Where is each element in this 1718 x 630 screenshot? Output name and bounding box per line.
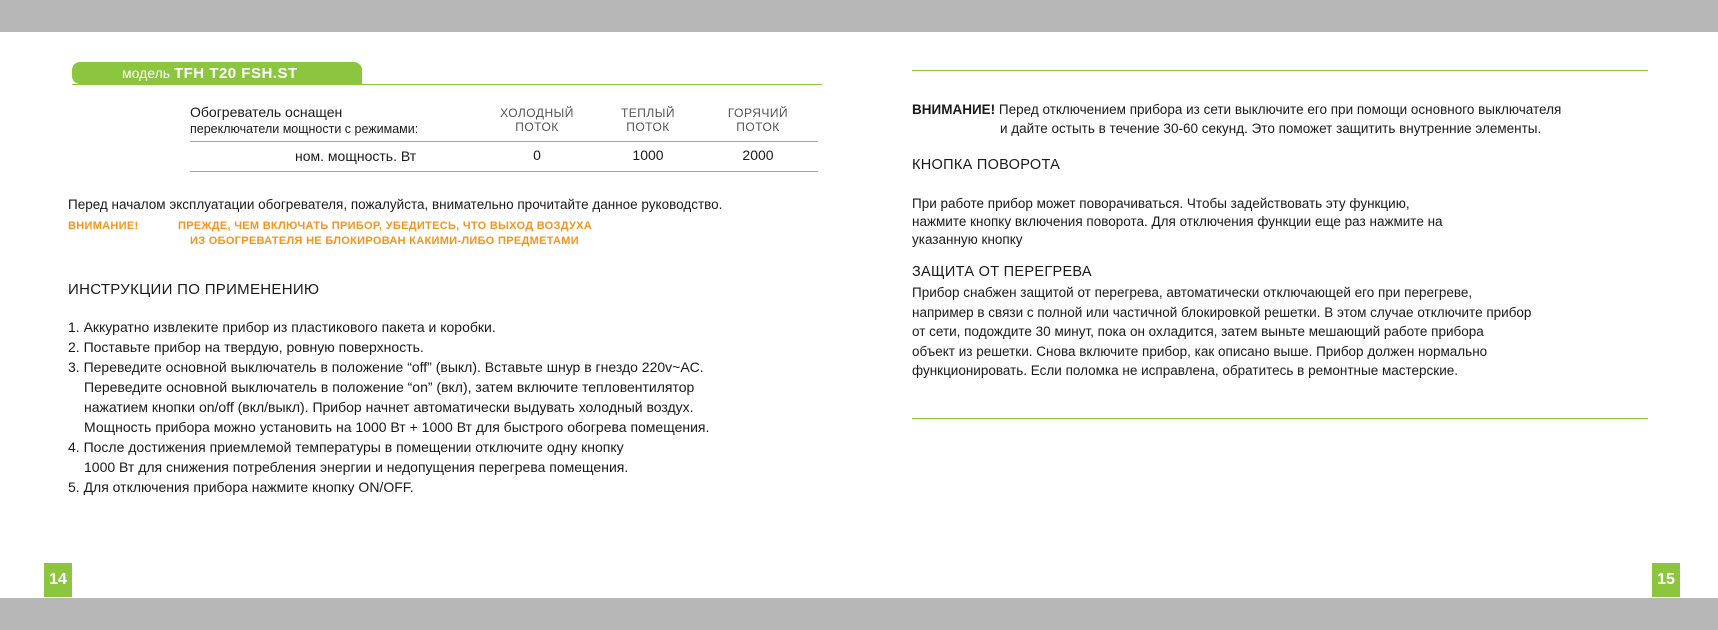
top-band <box>0 0 1718 32</box>
page-number-left: 14 <box>44 563 72 597</box>
model-tab <box>72 62 362 84</box>
row-value-cold: 0 <box>533 147 541 163</box>
list-item: 3. Переведите основной выключатель в положение “off” (выкл). Вставьте шнур в гнездо 220v~AC. <box>68 359 704 375</box>
bottom-band <box>0 598 1718 630</box>
model-name: TFH T20 FSH.ST <box>173 65 298 82</box>
table-rule-top <box>190 141 818 142</box>
col-cold-header: ХОЛОДНЫЙ ПОТОК <box>500 106 574 134</box>
row-value-warm: 1000 <box>632 147 664 163</box>
right-top-rule <box>912 70 1648 71</box>
list-item: Переведите основной выключатель в положение “on” (вкл), затем включите тепловентилятор <box>84 379 695 395</box>
list-item: Мощность прибора можно установить на 1000 Вт + 1000 Вт для быстрого обогрева помещения. <box>84 419 710 435</box>
attention-line1: ВНИМАНИЕ! Перед отключением прибора из сети выключите его при помощи основного выключателя <box>912 102 1562 117</box>
list-item: 4. После достижения приемлемой температуры в помещении отключите одну кнопку <box>68 439 624 455</box>
overheat-text: Прибор снабжен защитой от перегрева, автоматически отключающей его при перегреве, например в связи с полной или частичной блокировкой решетки. В этом случае отключите прибор от сети, подождите 30 минут, пока он охладится, затем выньте мешающий работе прибора объект из решетки. Снова включите прибор, как описано выше. Прибор должен нормально функционировать. Если поломка не исправлена, обратитесь в ремонтные мастерские. <box>912 285 1532 378</box>
page-number-right: 15 <box>1652 563 1680 597</box>
row-value-hot: 2000 <box>742 147 774 163</box>
list-item: 5. Для отключения прибора нажмите кнопку ON/OFF. <box>68 479 414 495</box>
list-item: нажатием кнопки on/off (вкл/выкл). Прибор начнет автоматически выдувать холодный воздух. <box>84 399 694 415</box>
table-heading-line1: Обогреватель оснащен <box>190 104 343 120</box>
row-label: ном. мощность. Вт <box>295 148 417 164</box>
attention-line2: и дайте остыть в течение 30-60 секунд. Это поможет защитить внутренние элементы. <box>1000 121 1542 136</box>
intro-text: Перед началом эксплуатации обогревателя, пожалуйста, внимательно прочитайте данное руководство. <box>68 197 723 212</box>
rotate-text: При работе прибор может поворачиваться. Чтобы задействовать эту функцию, нажмите кнопку включения поворота. Для отключения функции еще раз нажмите на указанную кнопку <box>912 196 1443 247</box>
attention-label: ВНИМАНИЕ! <box>912 102 996 117</box>
list-item: 1. Аккуратно извлеките прибор из пластикового пакета и коробки. <box>68 319 496 335</box>
warning-label: ВНИМАНИЕ! <box>68 220 139 232</box>
instructions-list <box>68 317 709 497</box>
rotate-title: КНОПКА ПОВОРОТА <box>912 157 1061 173</box>
table-heading-line2: переключатели мощности с режимами: <box>190 122 419 136</box>
table-rule-bottom <box>190 171 818 172</box>
model-underline <box>72 84 822 85</box>
col-warm-header: ТЕПЛЫЙ ПОТОК <box>620 106 676 134</box>
col-hot-header: ГОРЯЧИЙ ПОТОК <box>727 106 789 134</box>
warning-line2: ИЗ ОБОГРЕВАТЕЛЯ НЕ БЛОКИРОВАН КАКИМИ-ЛИБО ПРЕДМЕТАМИ <box>190 235 579 247</box>
model-prefix: модель <box>122 65 171 81</box>
instructions-title: ИНСТРУКЦИИ ПО ПРИМЕНЕНИЮ <box>68 281 320 298</box>
list-item: 2. Поставьте прибор на твердую, ровную поверхность. <box>68 339 424 355</box>
overheat-title: ЗАЩИТА ОТ ПЕРЕГРЕВА <box>912 264 1092 280</box>
list-item: 1000 Вт для снижения потребления энергии и недопущения перегрева помещения. <box>84 459 629 475</box>
right-bottom-rule <box>912 418 1648 419</box>
warning-line1: ПРЕЖДЕ, ЧЕМ ВКЛЮЧАТЬ ПРИБОР, УБЕДИТЕСЬ, ЧТО ВЫХОД ВОЗДУХА <box>178 220 593 232</box>
